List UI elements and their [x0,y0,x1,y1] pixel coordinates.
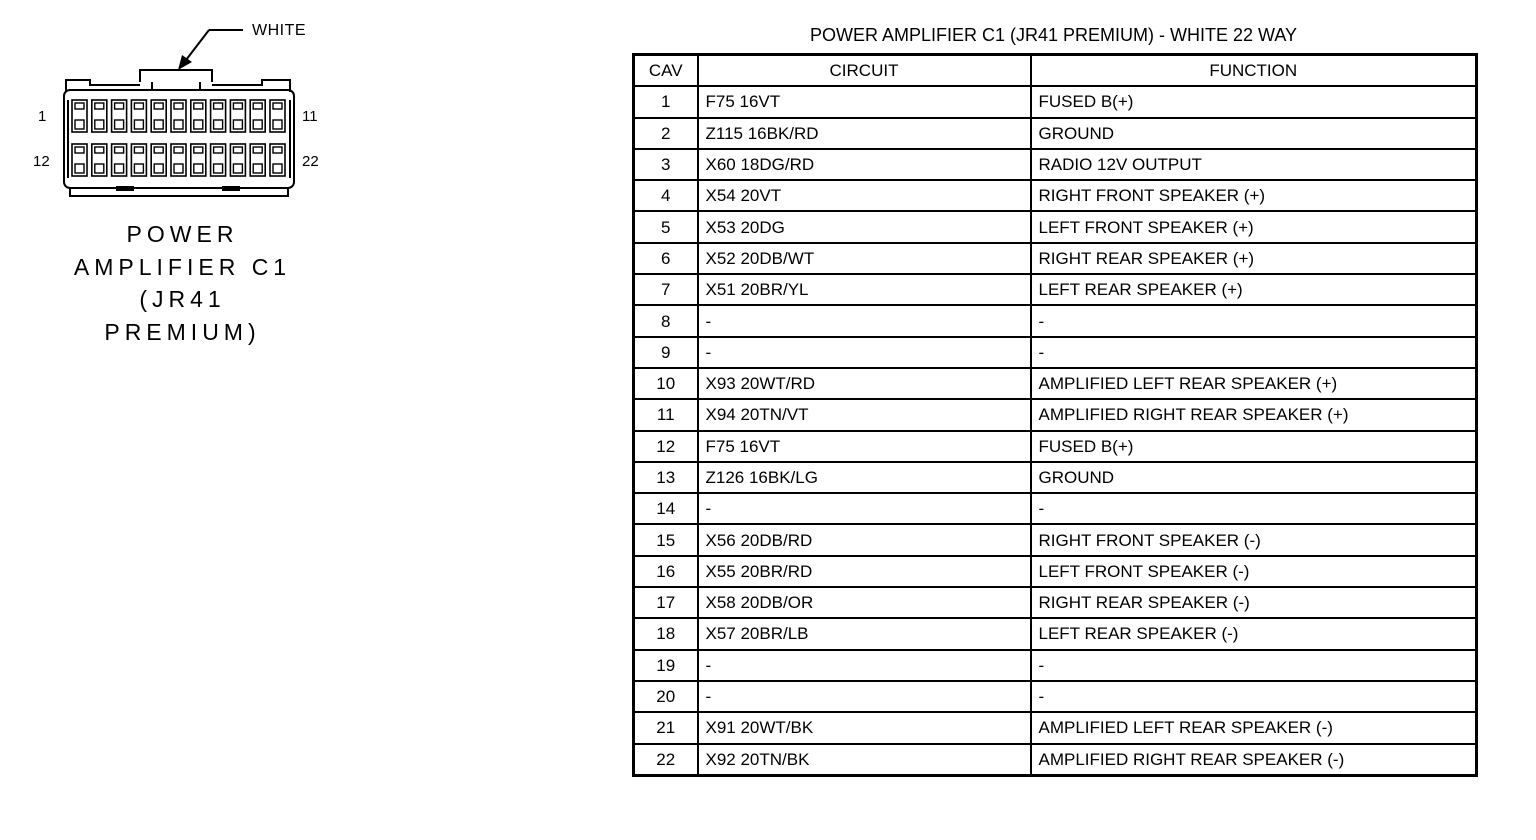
cell-function: RIGHT REAR SPEAKER (+) [1031,243,1477,274]
connector-cavity [92,100,107,132]
table-row [634,556,1477,587]
cell-cav: 6 [634,243,698,274]
cell-function: LEFT FRONT SPEAKER (-) [1031,556,1477,587]
cell-cav: 20 [634,681,698,712]
pin-label-22: 22 [302,153,319,170]
cell-function: - [1031,305,1477,336]
table-row [634,211,1477,242]
table-row [634,681,1477,712]
connector-cavity [230,144,245,176]
table-header-row [634,55,1477,87]
cell-cav: 9 [634,337,698,368]
cell-function: GROUND [1031,118,1477,149]
cell-circuit: Z126 16BK/LG [698,462,1031,493]
cell-cav: 11 [634,399,698,430]
connector-name-line: AMPLIFIER C1 [73,253,292,280]
table-row [634,243,1477,274]
cell-cav: 18 [634,618,698,649]
connector-name-line: POWER [126,221,239,247]
connector-cavity [230,100,245,132]
connector-cavity [131,144,146,176]
table-row [634,274,1477,305]
cell-circuit: X58 20DB/OR [698,587,1031,618]
cell-circuit: X93 20WT/RD [698,368,1031,399]
table-row [634,493,1477,524]
cell-cav: 22 [634,744,698,776]
cell-cav: 13 [634,462,698,493]
connector-cavity [171,100,186,132]
cell-circuit: - [698,681,1031,712]
cell-cav: 10 [634,368,698,399]
header-cav: CAV [634,55,698,87]
table-row [634,86,1477,117]
cell-circuit: F75 16VT [698,86,1031,117]
cell-function: AMPLIFIED RIGHT REAR SPEAKER (+) [1031,399,1477,430]
table-title: POWER AMPLIFIER C1 (JR41 PREMIUM) - WHITE 22 WAY [809,25,1298,45]
cell-function: FUSED B(+) [1031,86,1477,117]
pin-label-1: 1 [38,108,47,125]
connector-cavity [270,100,285,132]
connector-cavity [131,100,146,132]
cell-function: AMPLIFIED RIGHT REAR SPEAKER (-) [1031,744,1477,776]
cell-circuit: F75 16VT [698,431,1031,462]
cell-circuit: X53 20DG [698,211,1031,242]
cell-function: AMPLIFIED LEFT REAR SPEAKER (-) [1031,712,1477,743]
connector-cavity [151,144,166,176]
table-row [634,118,1477,149]
table-row [634,368,1477,399]
connector-cavity [92,144,107,176]
cell-circuit: - [698,337,1031,368]
cell-cav: 16 [634,556,698,587]
cell-circuit: X52 20DB/WT [698,243,1031,274]
table-row [634,337,1477,368]
cell-circuit: X94 20TN/VT [698,399,1031,430]
cell-function: GROUND [1031,462,1477,493]
connector-cavity [211,100,226,132]
cell-function: LEFT REAR SPEAKER (+) [1031,274,1477,305]
connector-cavity [112,144,127,176]
cell-cav: 19 [634,650,698,681]
cell-cav: 15 [634,524,698,555]
cell-function: AMPLIFIED LEFT REAR SPEAKER (+) [1031,368,1477,399]
connector-cavity [151,100,166,132]
cell-cav: 2 [634,118,698,149]
connector-cavity [211,144,226,176]
cell-circuit: - [698,493,1031,524]
cell-function: RIGHT FRONT SPEAKER (+) [1031,180,1477,211]
cell-function: RADIO 12V OUTPUT [1031,149,1477,180]
table-row [634,431,1477,462]
table-row [634,587,1477,618]
connector-cavity [171,144,186,176]
table-row [634,462,1477,493]
connector-name [60,218,305,348]
cell-function: LEFT REAR SPEAKER (-) [1031,618,1477,649]
cell-cav: 5 [634,211,698,242]
cell-circuit: X51 20BR/YL [698,274,1031,305]
table-row [634,650,1477,681]
table-row [634,149,1477,180]
cell-cav: 7 [634,274,698,305]
connector-cavity [191,100,206,132]
pin-label-12: 12 [33,153,50,170]
header-circuit: CIRCUIT [698,55,1031,87]
cell-function: - [1031,681,1477,712]
table-row [634,305,1477,336]
cell-circuit: X55 20BR/RD [698,556,1031,587]
cell-function: LEFT FRONT SPEAKER (+) [1031,211,1477,242]
connector-cavity [270,144,285,176]
cell-cav: 1 [634,86,698,117]
cell-cav: 8 [634,305,698,336]
pinout-table [632,53,1478,777]
cell-cav: 14 [634,493,698,524]
connector-name-line: (JR41 [139,286,226,312]
cell-function: - [1031,493,1477,524]
table-row [634,524,1477,555]
table-row [634,744,1477,776]
cell-cav: 4 [634,180,698,211]
cell-function: - [1031,650,1477,681]
cell-function: RIGHT REAR SPEAKER (-) [1031,587,1477,618]
cell-circuit: X57 20BR/LB [698,618,1031,649]
connector-cavity [250,100,265,132]
pin-label-11: 11 [302,108,318,125]
cell-cav: 3 [634,149,698,180]
cell-function: FUSED B(+) [1031,431,1477,462]
connector-cavity [191,144,206,176]
connector-cavity [72,100,87,132]
table-row [634,618,1477,649]
cell-circuit: X56 20DB/RD [698,524,1031,555]
cell-cav: 21 [634,712,698,743]
connector-cavity [112,100,127,132]
cell-circuit: - [698,305,1031,336]
cell-circuit: - [698,650,1031,681]
connector-name-line: PREMIUM) [104,318,261,345]
cell-circuit: X92 20TN/BK [698,744,1031,776]
connector-cavity [72,144,87,176]
cell-cav: 17 [634,587,698,618]
cell-function: - [1031,337,1477,368]
table-row [634,712,1477,743]
cell-function: RIGHT FRONT SPEAKER (-) [1031,524,1477,555]
cell-cav: 12 [634,431,698,462]
cell-circuit: X60 18DG/RD [698,149,1031,180]
cell-circuit: Z115 16BK/RD [698,118,1031,149]
table-row [634,399,1477,430]
connector-color-label: WHITE [252,22,307,39]
cell-circuit: X54 20VT [698,180,1031,211]
cell-circuit: X91 20WT/BK [698,712,1031,743]
header-function: FUNCTION [1031,55,1477,87]
connector-cavity [250,144,265,176]
table-row [634,180,1477,211]
